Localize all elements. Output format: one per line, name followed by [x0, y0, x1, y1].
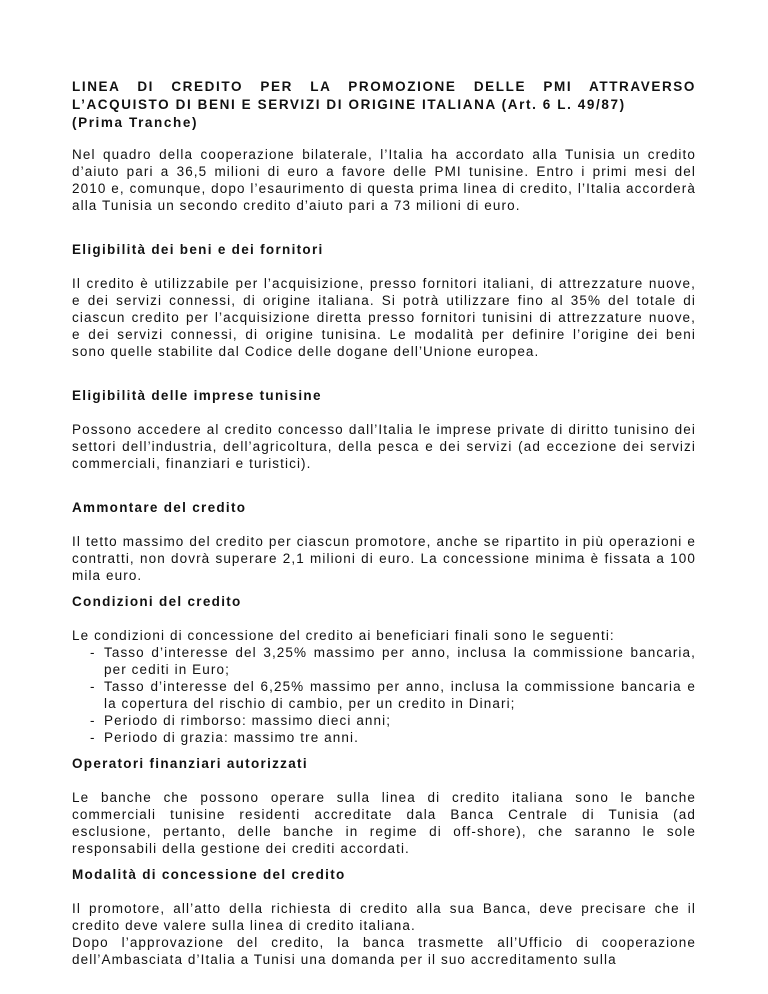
section-heading-imprese: Eligibilità delle imprese tunisine [72, 388, 322, 403]
title-line-1: LINEA DI CREDITO PER LA PROMOZIONE DELLE PMI ATTRAVERSO [72, 79, 696, 94]
intro-paragraph: Nel quadro della cooperazione bilaterale, l’Italia ha accordato alla Tunisia un credito d’aiuto pari a 36,5 milioni di euro a favore delle PMI tunisine. Entro i primi mesi del 2010 e, comunque, dopo l’esaurimento di questa prima linea di credito, l’Italia accorderà alla Tunisia un secondo credito d’aiuto pari a 73 milioni di euro. [72, 147, 696, 213]
section-text-beni: Il credito è utilizzabile per l’acquisizione, presso fornitori italiani, di attrezzature nuove, e dei servizi connessi, di origine italiana. Si potrà utilizzare fino al 35% del totale di ciascun credito per l’acquisizione diretta presso fornitori tunisini di attrezzature nuove, e dei servizi connessi, di origine tunisina. Le modalità per definire l’origine dei beni sono quelle stabilite dal Codice delle dogane dell’Unione europea. [72, 276, 696, 359]
section-text-condizioni: Le condizioni di concessione del credito ai beneficiari finali sono le seguenti: [72, 628, 615, 643]
title-line-2: L’ACQUISTO DI BENI E SERVIZI DI ORIGINE ITALIANA (Art. 6 L. 49/87) [72, 97, 626, 112]
conditions-list [72, 644, 696, 746]
list-item: - Tasso d’interesse del 6,25% massimo per anno, inclusa la commissione bancaria e la copertura del rischio di cambio, per un credito in Dinari; [90, 678, 696, 712]
section-text-modalita-2: Dopo l’approvazione del credito, la banca trasmette all’Ufficio di cooperazione dell’Ambasciata d’Italia a Tunisi una domanda per il suo accreditamento sulla [72, 935, 696, 967]
list-item: - Periodo di grazia: massimo tre anni. [90, 729, 696, 746]
section-text-imprese: Possono accedere al credito concesso dall’Italia le imprese private di diritto tunisino dei settori dell’industria, dell’agricoltura, della pesca e dei servizi (ad eccezione dei servizi commerciali, finanziari e turistici). [72, 422, 696, 471]
list-item: - Tasso d’interesse del 3,25% massimo per anno, inclusa la commissione bancaria, per cediti in Euro; [90, 644, 696, 678]
section-text-operatori: Le banche che possono operare sulla linea di credito italiana sono le banche commerciali tunisine residenti accreditate dala Banca Centrale di Tunisia (ad esclusione, pertanto, delle banche in regime di off-shore), che saranno le sole responsabili della gestione dei crediti accordati. [72, 790, 696, 856]
document-title [72, 78, 696, 132]
section-heading-beni: Eligibilità dei beni e dei fornitori [72, 242, 324, 257]
list-item: - Periodo di rimborso: massimo dieci anni; [90, 712, 696, 729]
section-heading-ammontare: Ammontare del credito [72, 500, 247, 515]
section-heading-modalita: Modalità di concessione del credito [72, 867, 346, 882]
section-heading-operatori: Operatori finanziari autorizzati [72, 756, 308, 771]
title-line-3: (Prima Tranche) [72, 115, 199, 130]
section-heading-condizioni: Condizioni del credito [72, 594, 242, 609]
section-text-modalita-1: Il promotore, all’atto della richiesta di credito alla sua Banca, deve precisare che il credito deve valere sulla linea di credito italiana. [72, 901, 696, 933]
section-text-ammontare: Il tetto massimo del credito per ciascun promotore, anche se ripartito in più operazioni e contratti, non dovrà superare 2,1 milioni di euro. La concessione minima è fissata a 100 mila euro. [72, 534, 696, 583]
